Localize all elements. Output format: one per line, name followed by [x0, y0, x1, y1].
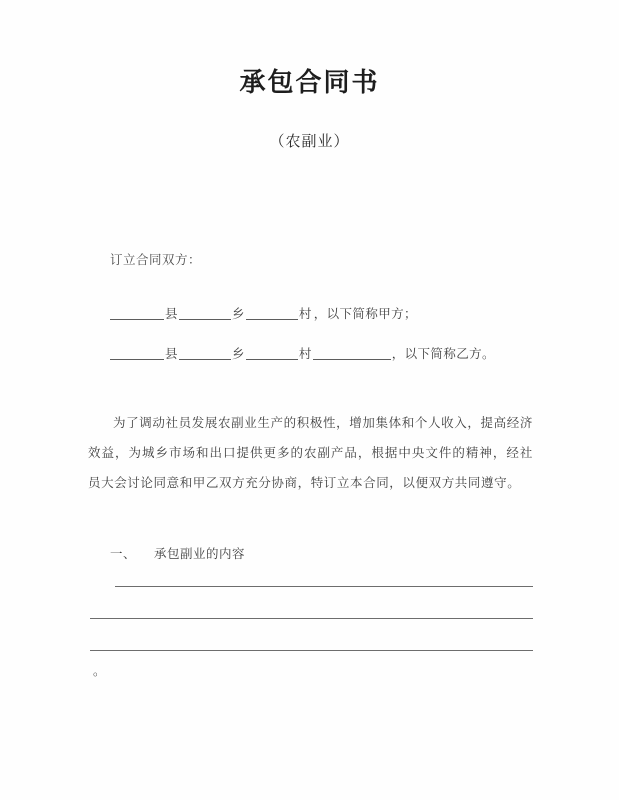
party-a-county-unit: 县 — [165, 306, 178, 321]
party-b-suffix: ，以下简称乙方。 — [391, 345, 495, 361]
party-b-township-unit: 乡 — [231, 345, 245, 361]
preamble-paragraph: 为了调动社员发展农副业生产的积极性，增加集体和个人收入，提高经济效益，为城乡市场和出口提供更多的农副产品，根据中央文件的精神，经社员大会讨论同意和甲乙双方充分协商，特订立本合同，以便双方共同遵守。 — [88, 415, 533, 490]
fill-in-rule-line-3[interactable] — [90, 650, 533, 651]
trailing-period: 。 — [93, 663, 106, 678]
party-a-village-unit: 村 — [298, 306, 312, 321]
party-a-township-blank[interactable] — [179, 306, 231, 320]
party-b-township-blank[interactable] — [179, 346, 231, 360]
party-a-county-blank[interactable] — [110, 306, 164, 320]
section-one-title: 承包副业的内容 — [154, 546, 246, 561]
page-subtitle: （农副业） — [269, 132, 350, 150]
fill-in-rule-line-1[interactable] — [115, 586, 533, 587]
fill-in-rule-group — [88, 586, 533, 651]
party-b-row — [110, 346, 533, 361]
party-b-county-unit: 县 — [165, 345, 178, 361]
document-body — [88, 250, 533, 678]
parties-label: 订立合同双方： — [110, 252, 202, 267]
party-b-extra-blank[interactable] — [313, 346, 391, 360]
section-one-heading — [110, 544, 533, 562]
party-a-township-unit: 乡 — [231, 306, 245, 321]
section-one-number: 一、 — [110, 546, 137, 561]
party-b-village-unit: 村 — [298, 345, 312, 361]
page-title: 承包合同书 — [239, 68, 380, 98]
party-b-village-blank[interactable] — [246, 346, 298, 360]
party-a-village-blank[interactable] — [246, 306, 298, 320]
party-a-suffix: ，以下简称甲方； — [313, 306, 417, 321]
fill-in-rule-line-2[interactable] — [90, 618, 533, 619]
party-b-county-blank[interactable] — [110, 346, 164, 360]
party-a-row — [110, 306, 533, 321]
